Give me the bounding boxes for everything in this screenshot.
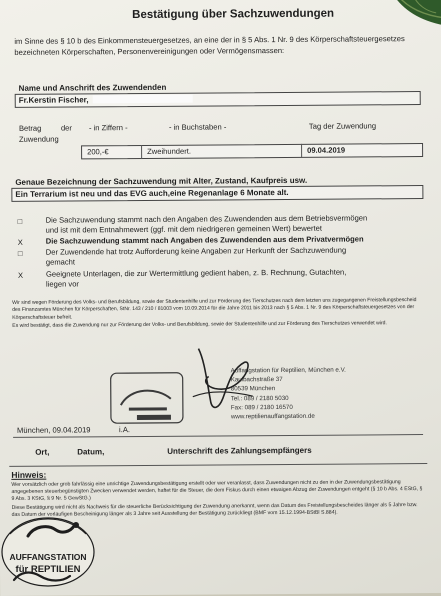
- option-checkbox: □: [17, 216, 23, 226]
- document-title: Bestätigung über Sachzuwendungen: [132, 7, 335, 22]
- label-betrag: Betrag: [18, 123, 42, 133]
- org-name: Auffangstation für Reptilien, München e.V.: [230, 366, 346, 375]
- place-date: München, 09.04.2019: [17, 425, 91, 435]
- ia-label: i.A.: [118, 425, 131, 435]
- logo-line2: für REPTILIEN: [15, 564, 81, 575]
- option-text: und ist mit dem Entnahmewert (ggf. mit dem niedrigeren gemeinen Wert) bewertet: [45, 223, 322, 235]
- legal-text: Wir sind wegen Förderung des Volks- und Berufsbildung, sowie der Studentenhilfe und zur Förderung des Tierschutzes nach dem letzten uns zugegangenen Freistellungsbescheid des Finanzamtes München für Körperschaften, StNr. 143 / 210 / 81003 vom 10.09.2014 für die Jahre 2011 bis 2013 nach § 5 Abs. 1 Nr. 9 des Körperschaftsteuergesetzes von der Körperschaftsteuer befreit.: [12, 297, 417, 321]
- label-ort: Ort,: [35, 447, 50, 457]
- description-value: Ein Terrarium ist neu und das EVG auch,eine Regenanlage 6 Monate alt.: [15, 187, 289, 199]
- hinweis-text: Wer vorsätzlich oder grob fahrlässig eine unrichtige Zuwendungsbestätigung erstellt oder wer veranlasst, dass Zuwendungen nicht zu den in der Zuwendungsbestätigung angegebenen steuerbegünstigten Zwecken verwendet werden, haftet für die Steuer, die dem Fiskus durch einen etwaigen Abzug der Zuwendungen entgeht (§ 10 b Abs. 4 EStG, § 9 Abs. 3 KStG, § 9 Nr. 5 GewStG.): [11, 479, 423, 503]
- org-city: 80539 München: [230, 385, 276, 393]
- logo-line1: AUFFANGSTATION: [9, 552, 87, 562]
- donor-name: Fr.Kerstin Fischer,: [18, 95, 89, 105]
- option-checkbox: □: [17, 248, 23, 258]
- signature-line: [13, 434, 423, 438]
- org-street: Kaulbachstraße 37: [230, 376, 283, 384]
- option-checkbox: X: [17, 237, 23, 247]
- legal-text-confirmation: Es wird bestätigt, dass die Zuwendung nur zur Förderung der Volks- und Berufsbildung, sowie der Studentenhilfe und zur Förderung des Tierschutzes verwendet wird.: [12, 320, 387, 329]
- option-text: gemacht: [45, 257, 76, 267]
- description-heading: Genaue Bezeichnung der Sachzuwendung mit Alter, Zustand, Kaufpreis usw.: [15, 175, 308, 187]
- divider: [9, 463, 427, 467]
- label-unterschrift: Unterschrift des Zahlungsempfängers: [167, 445, 312, 456]
- org-web: www.reptilienauffangstation.de: [230, 412, 315, 421]
- redaction-block: [93, 95, 193, 104]
- label-datum: Datum,: [77, 447, 105, 457]
- hinweis-text: Diese Bestätigung wird nicht als Nachweis für die steuerliche Berücksichtigung der Zuwendung anerkannt, wenn das Datum des Freistellungsbescheides länger als 5 Jahre bzw. das Datum der vorläufigen Bescheinigung länger als 3 Jahre seit Ausstellung der Bestätigung zurückliegt (BMF vom 15.12.1994-BStBl S.884).: [11, 502, 418, 519]
- hinweis-heading: Hinweis:: [11, 469, 47, 480]
- label-tag: Tag der Zuwendung: [308, 121, 377, 131]
- org-fax: Fax: 089 / 2180 16570: [230, 403, 293, 412]
- label-der: der: [60, 123, 72, 133]
- amount-ziffern: 200,-€: [87, 147, 109, 157]
- divider: [301, 144, 302, 158]
- option-text: Die Sachzuwendung stammt nach den Angaben des Zuwendenden aus dem Betriebsvermögen: [45, 213, 368, 225]
- option-text: liegen vor: [45, 279, 79, 289]
- option-text: Geeignete Unterlagen, die zur Wertermittlung gedient haben, z. B. Rechnung, Gutachten,: [45, 267, 347, 279]
- donor-heading: Name und Anschrift des Zuwendenden: [18, 82, 167, 93]
- handwritten-signature: [148, 340, 279, 421]
- auffangstation-logo: [0, 506, 96, 588]
- amount-box: [81, 143, 423, 159]
- option-text: Die Sachzuwendung stammt nach Angaben des Zuwendenden aus dem Privatvermögen: [45, 234, 364, 246]
- option-checkbox: X: [17, 270, 24, 280]
- option-text: Der Zuwendende hat trotz Aufforderung keine Angaben zur Herkunft der Sachzuwendung: [45, 245, 347, 257]
- intro-text: im Sinne des § 10 b des Einkommensteuergesetzes, an eine der in § 5 Abs. 1 Nr. 9 des Körperschaftsteuergesetzes bezeichneten Körperschaften, Personenvereinigungen oder Vermögensmassen:: [14, 34, 405, 57]
- label-zuwendung: Zuwendung: [18, 134, 59, 144]
- label-ziffern: - in Ziffern -: [88, 123, 128, 133]
- label-buchstaben: - in Buchstaben -: [168, 122, 227, 132]
- org-tel: Tel.: 089 / 2180 5030: [230, 394, 289, 402]
- divider: [141, 145, 142, 159]
- amount-buchstaben: Zweihundert.: [147, 146, 192, 156]
- donation-date: 09.04.2019: [307, 145, 346, 155]
